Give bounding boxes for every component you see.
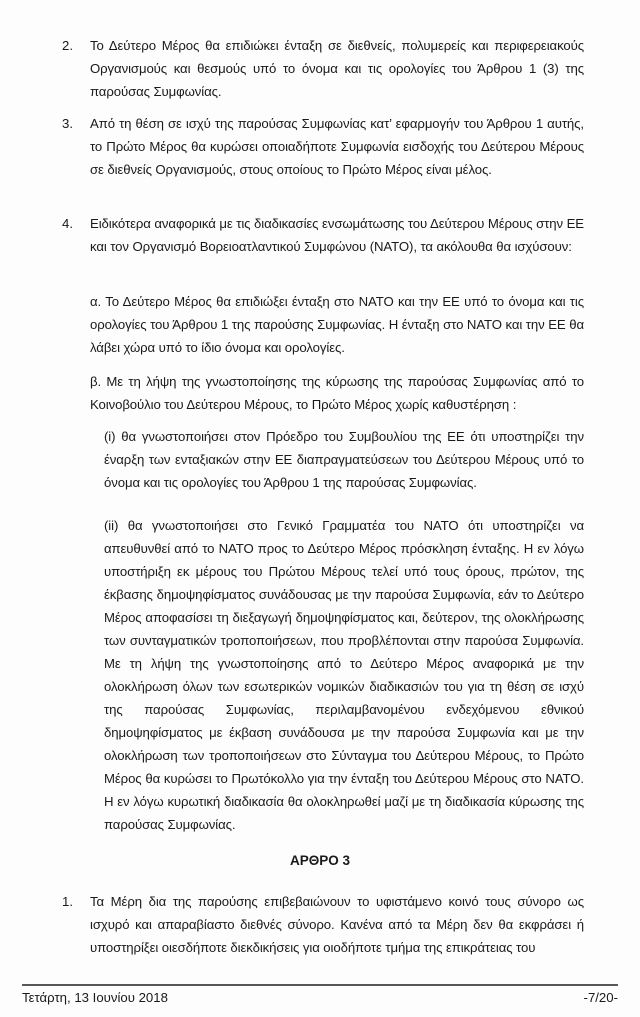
sub-paragraph-text: Με τη λήψη της γνωστοποίησης της κύρωσης της παρούσας Συμφωνίας από το Κοινοβούλιο του Δεύτερου Μέρους, το Πρώτο Μέρος χωρίς καθυστέρηση : [90,374,584,412]
numbered-paragraph-2 [62,34,584,103]
sub-paragraph-marker: β. [90,374,102,389]
numbered-paragraph-3 [62,112,584,181]
sub-paragraph-text: Το Δεύτερο Μέρος θα επιδιώξει ένταξη στο ΝΑΤΟ και την ΕΕ υπό το όνομα και τις ορολογίες του Άρθρου 1 της παρούσης Συμφωνίας. Η ένταξη στο ΝΑΤΟ και την ΕΕ θα λάβει χώρα υπό το ίδιο όνομα και ορολογίες. [90,294,585,355]
sub-paragraph-marker: α. [90,294,102,309]
footer-date: Τετάρτη, 13 Ιουνίου 2018 [22,990,168,1005]
clause-marker: (i) [104,429,116,444]
sub-paragraph-beta [90,370,584,416]
paragraph-number: 4. [62,216,73,231]
paragraph-text: Το Δεύτερο Μέρος θα επιδιώκει ένταξη σε διεθνείς, πολυμερείς και περιφερειακούς Οργανισμούς και θεσμούς υπό το όνομα και τις ορολογίες του Άρθρου 1 (3) της παρούσας Συμφωνίας. [90,38,584,99]
article-heading: ΑΡΘΡΟ 3 [289,853,351,868]
clause-i [104,425,584,494]
sub-paragraph-alpha [90,290,584,359]
paragraph-text: Από τη θέση σε ισχύ της παρούσας Συμφωνίας κατ’ εφαρμογήν του Άρθρου 1 αυτής, το Πρώτο Μέρος θα κυρώσει οποιαδήποτε Συμφωνία εισδοχής του Δεύτερου Μέρους σε διεθνείς Οργανισμούς, στους οποίους το Πρώτο Μέρος είναι μέλος. [90,116,584,177]
paragraph-number: 3. [62,116,73,131]
paragraph-number: 2. [62,38,73,53]
footer-divider [22,984,618,986]
footer-page-number: -7/20- [583,990,618,1005]
article3-paragraph-1 [62,890,584,959]
clause-marker: (ii) [104,518,119,533]
clause-text: θα γνωστοποιήσει στον Πρόεδρο του Συμβουλίου της ΕΕ ότι υποστηρίζει την έναρξη των ενταξιακών στην ΕΕ διαπραγματεύσεων του Δεύτερου Μέρους υπό το όνομα και τις ορολογίες του Άρθρου 1 της παρούσας Συμφωνίας. [104,429,584,490]
paragraph-text: Ειδικότερα αναφορικά με τις διαδικασίες ενσωμάτωσης του Δεύτερου Μέρους στην ΕΕ και τον Οργανισμό Βορειοατλαντικού Συμφώνου (ΝΑΤΟ), τα ακόλουθα θα ισχύσουν: [90,216,584,254]
clause-ii [104,514,584,836]
paragraph-text: Τα Μέρη δια της παρούσης επιβεβαιώνουν το υφιστάμενο κοινό τους σύνορο ως ισχυρό και απαραβίαστο διεθνές σύνορο. Κανένα από τα Μέρη δεν θα εκφράσει ή υποστηρίξει οιεσδήποτε διεκδικήσεις για οιοδήποτε τμήμα της επικράτειας του [90,894,584,955]
numbered-paragraph-4 [62,212,584,258]
clause-text: θα γνωστοποιήσει στο Γενικό Γραμματέα του ΝΑΤΟ ότι υποστηρίζει να απευθυνθεί από το ΝΑΤΟ προς το Δεύτερο Μέρος πρόσκληση ένταξης. Η εν λόγω υποστήριξη εκ μέρους του Πρώτου Μέρους τελεί υπό τους όρους, πρώτον, της έκβασης δημοψηφίσματος συνάδουσας με την παρούσα Συμφωνία, εάν το Δεύτερο Μέρος αποφασίσει τη διεξαγωγή δημοψηφίσματος και, δεύτερον, της ολοκλήρωσης των συνταγματικών τροποποιήσεων, που προβλέπονται στην παρούσα Συμφωνία. Με τη λήψη της γνωστοποίησης από το Δεύτερο Μέρος αναφορικά με την ολοκλήρωση όλων των εσωτερικών νομικών διαδικασιών του για τη θέση σε ισχύ της παρούσας Συμφωνίας, περιλαμβανομένου ενδεχόμενου εθνικού δημοψηφίσματος με έκβαση συνάδουσα με την παρούσα Συμφωνία και με την ολοκλήρωση των τροποποιήσεων στο Σύνταγμα του Δεύτερου Μέρους, το Πρώτο Μέρος θα κυρώσει το Πρωτόκολλο για την ένταξη του Δεύτερου Μέρους στο ΝΑΤΟ. Η εν λόγω κυρωτική διαδικασία θα ολοκληρωθεί μαζί με τη διαδικασία κύρωσης της παρούσας Συμφωνίας. [104,518,584,832]
paragraph-number: 1. [62,894,73,909]
